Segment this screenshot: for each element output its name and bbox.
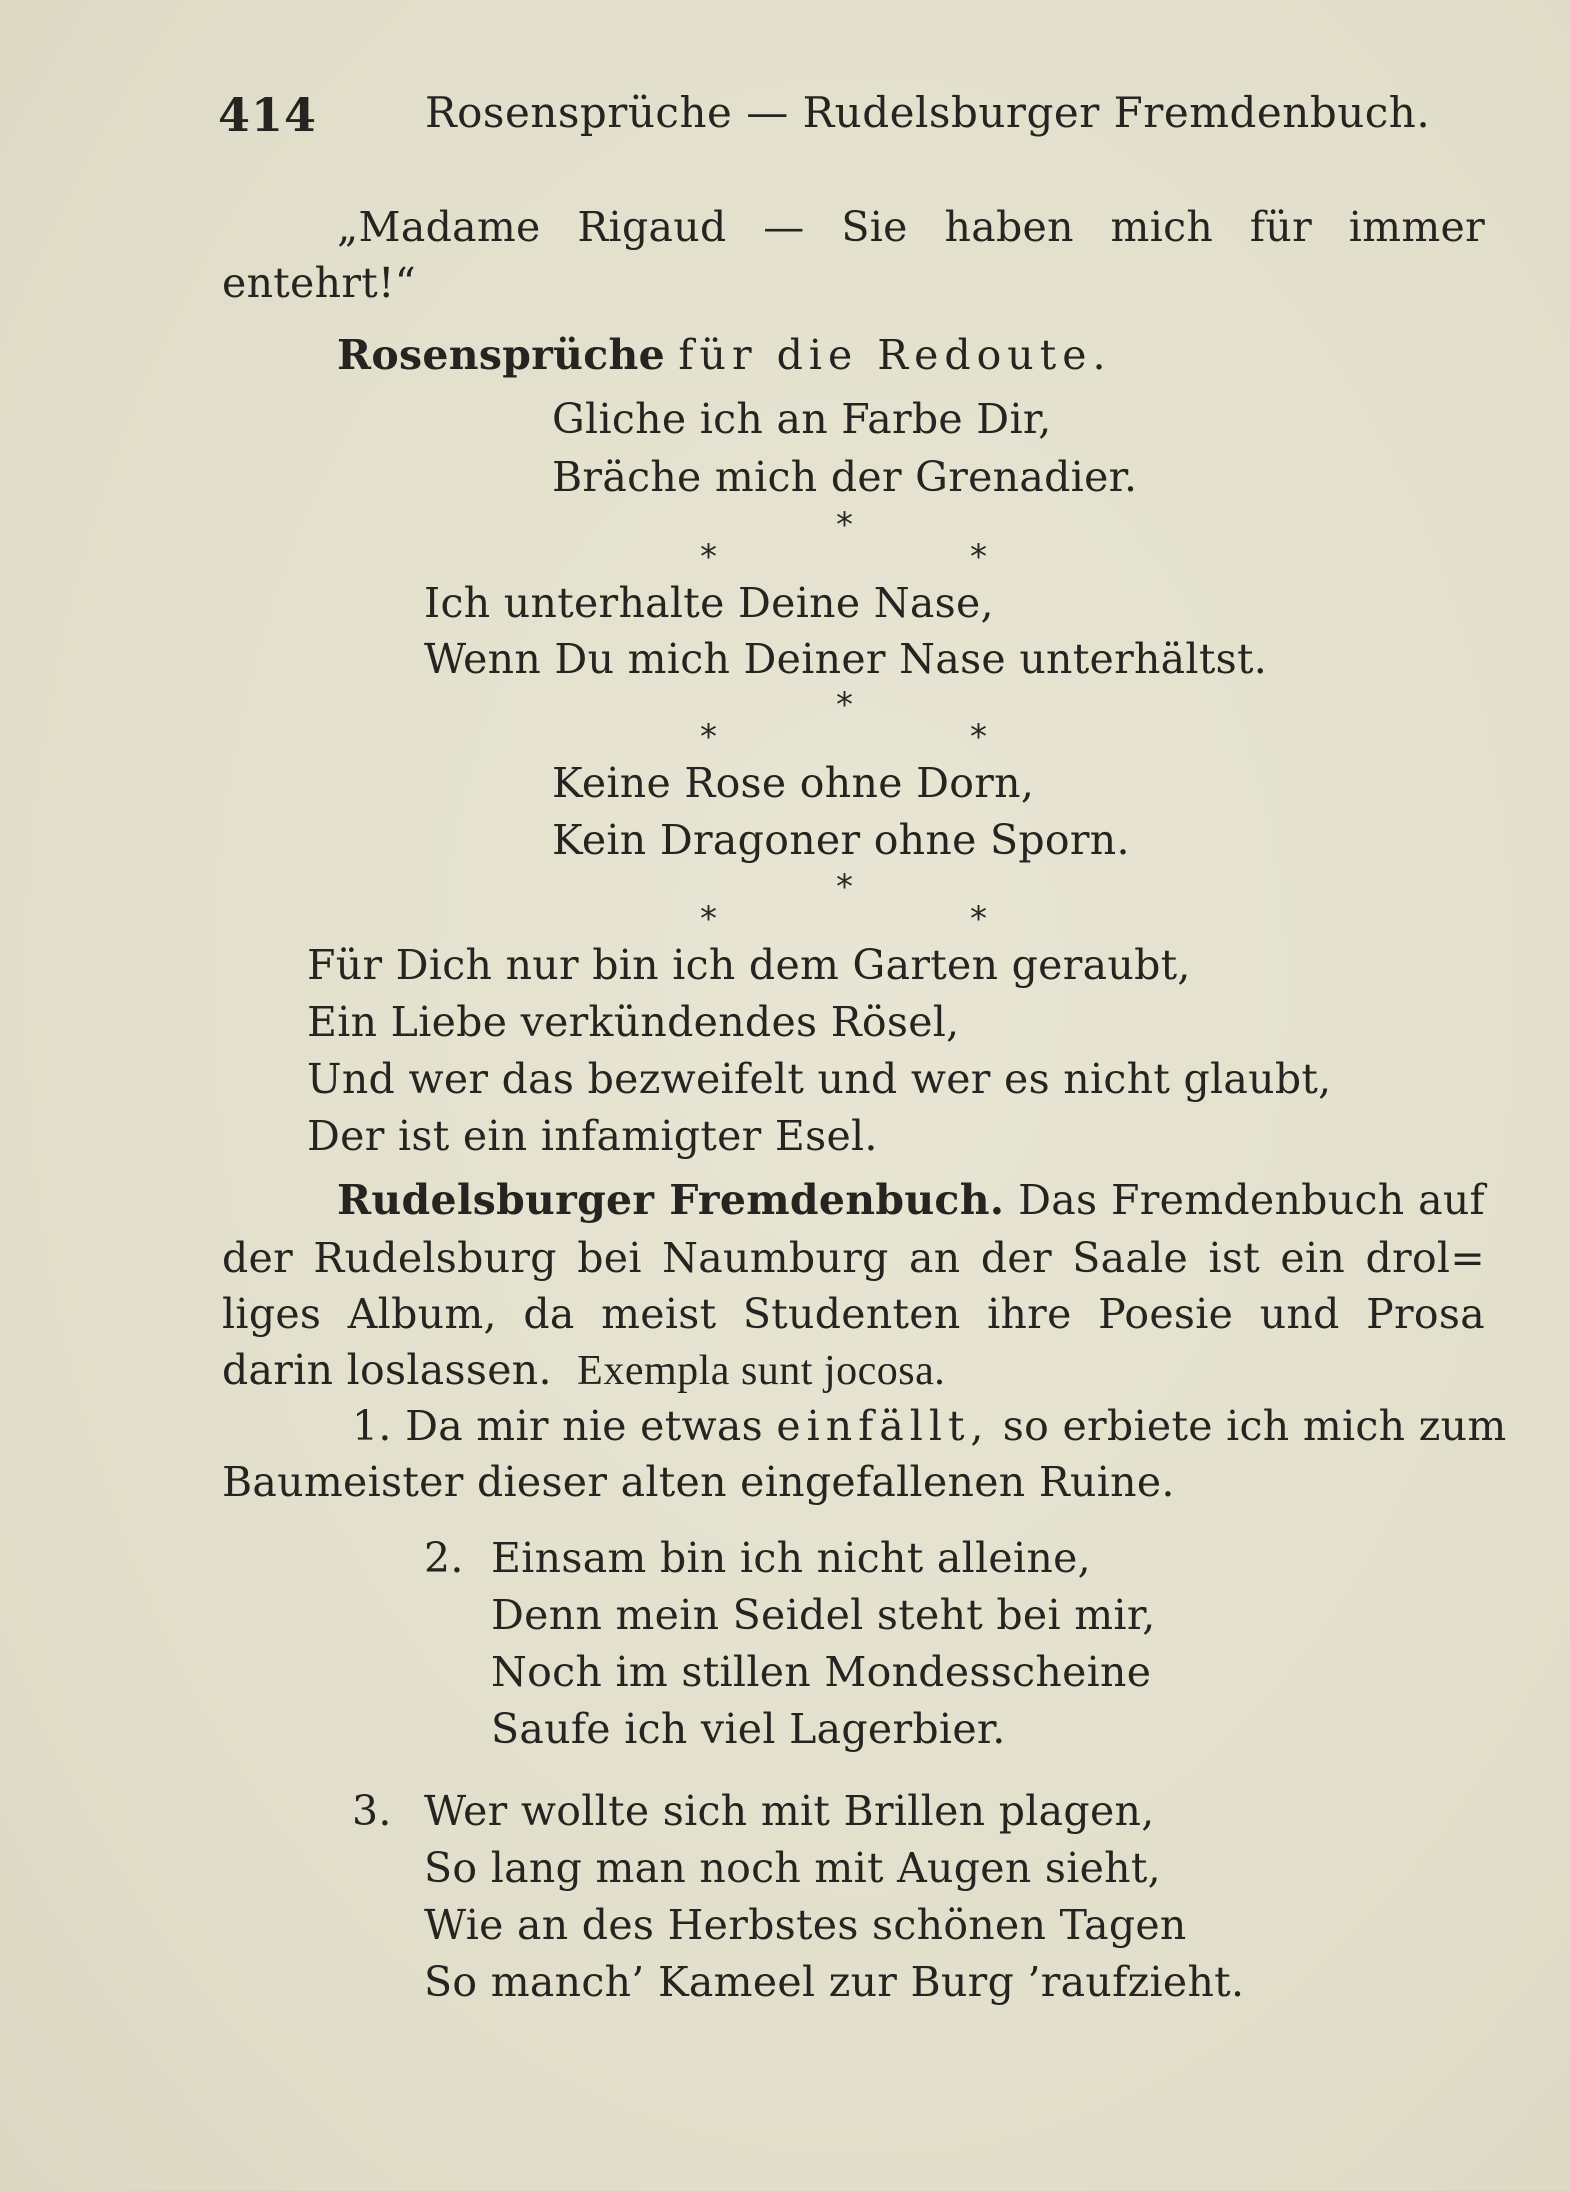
latin-phrase: Exempla sunt jocosa. <box>577 1348 946 1394</box>
separator-star: * <box>836 505 853 545</box>
item2-line-2: Denn mein Seidel steht bei mir, <box>491 1591 1156 1639</box>
item1-text-a: Da mir nie etwas <box>405 1402 763 1450</box>
separator-star: * <box>700 899 717 939</box>
verse4-line-4: Der ist ein infamigter Esel. <box>307 1112 878 1160</box>
item2-line-1: Einsam bin ich nicht alleine, <box>491 1534 1091 1582</box>
rosen-heading: Rosensprüche <box>337 331 666 379</box>
running-title: Rosensprüche — Rudelsburger Fremdenbuch. <box>425 88 1431 137</box>
item1-text-b: so erbiete ich mich zum <box>1002 1402 1507 1450</box>
item3-line-1: Wer wollte sich mit Brillen plagen, <box>424 1787 1155 1835</box>
verse3-line-2: Kein Dragoner ohne Sporn. <box>552 816 1130 864</box>
separator-star: * <box>970 717 987 757</box>
intro-line-2: entehrt!“ <box>222 259 417 307</box>
fremdenbuch-para-end: darin loslassen. <box>222 1346 552 1394</box>
item3-line-2: So lang man noch mit Augen sieht, <box>424 1844 1161 1892</box>
rosen-heading-rest: für die Redoute. <box>678 331 1112 379</box>
fremdenbuch-line-4 <box>222 1345 945 1396</box>
item3-line-3: Wie an des Herbstes schönen Tagen <box>424 1901 1187 1949</box>
fremdenbuch-heading: Rudelsburger Fremdenbuch. <box>337 1176 1005 1224</box>
verse4-line-1: Für Dich nur bin ich dem Garten geraubt, <box>307 941 1191 989</box>
item1-number: 1. <box>352 1402 392 1450</box>
verse4-line-2: Ein Liebe verkündendes Rösel, <box>307 998 960 1046</box>
separator-star: * <box>836 685 853 725</box>
item2-number: 2. <box>424 1534 464 1582</box>
intro-line-1: „Madame Rigaud — Sie haben mich für immer <box>337 203 1485 251</box>
item2-line-4: Saufe ich viel Lagerbier. <box>491 1705 1006 1753</box>
verse3-line-1: Keine Rose ohne Dorn, <box>552 759 1035 807</box>
item1-spaced-word: einfällt, <box>776 1402 990 1450</box>
item1-line-1 <box>352 1401 1507 1451</box>
verse2-line-1: Ich unterhalte Deine Nase, <box>424 579 994 627</box>
rosen-heading-line <box>337 330 1111 380</box>
fremdenbuch-para-start: Das Fremdenbuch auf <box>1018 1176 1485 1224</box>
separator-star: * <box>700 717 717 757</box>
verse2-line-2: Wenn Du mich Deiner Nase unterhältst. <box>424 635 1268 683</box>
separator-star: * <box>970 899 987 939</box>
separator-star: * <box>970 537 987 577</box>
fremdenbuch-line-1 <box>337 1175 1485 1225</box>
item2-line-3: Noch im stillen Mondesscheine <box>491 1648 1152 1696</box>
item3-number: 3. <box>352 1787 392 1835</box>
fremdenbuch-line-2: der Rudelsburg bei Naumburg an der Saale ist ein drol= <box>222 1234 1485 1282</box>
verse1-line-1: Gliche ich an Farbe Dir, <box>552 395 1052 443</box>
item3-line-4: So manch’ Kameel zur Burg ’raufzieht. <box>424 1958 1245 2006</box>
item1-line-2: Baumeister dieser alten eingefallenen Ruine. <box>222 1458 1175 1506</box>
verse4-line-3: Und wer das bezweifelt und wer es nicht glaubt, <box>307 1055 1332 1103</box>
fremdenbuch-line-3: liges Album, da meist Studenten ihre Poesie und Prosa <box>222 1290 1485 1338</box>
separator-star: * <box>836 867 853 907</box>
page-number: 414 <box>218 88 318 142</box>
verse1-line-2: Bräche mich der Grenadier. <box>552 453 1138 501</box>
separator-star: * <box>700 537 717 577</box>
